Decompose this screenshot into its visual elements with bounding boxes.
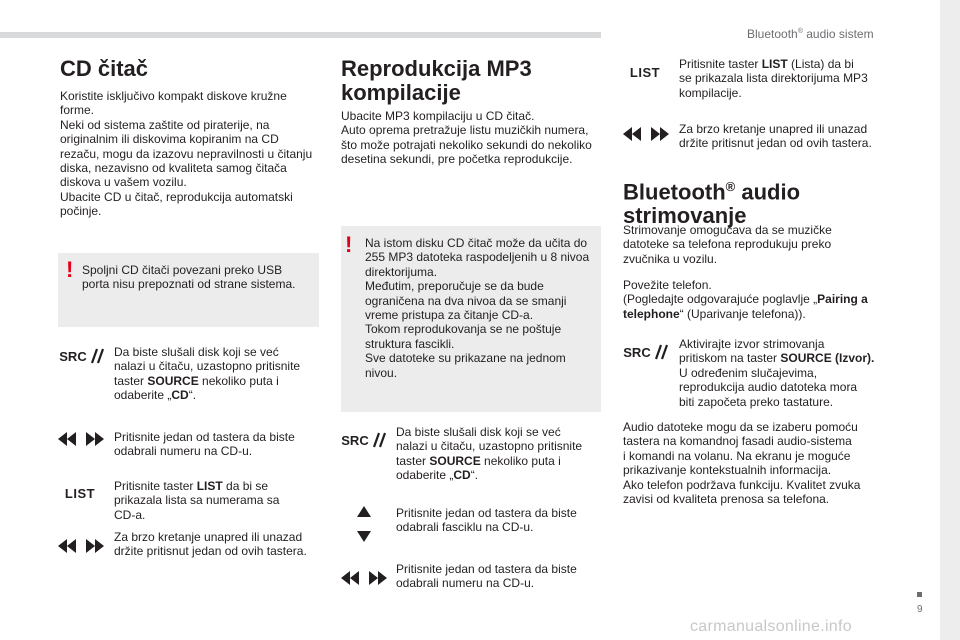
pair-phone-text: Povežite telefon. (Pogledajte odgovarajuće poglavlje „Pairing a telephone“ (Uparivanje telefona)). — [623, 278, 868, 321]
usb-warning-box — [58, 253, 319, 327]
warning-icon: ! — [345, 232, 353, 257]
page-number: 9 — [917, 604, 923, 615]
cd-intro-text: Koristite isključivo kompakt diskove kružne forme. Neki od sistema zaštite od piraterije, na originalnim ili diskovima kopiranim na CD rezaču, mogu da izazovu nepravilnosti u čitanju diska, nezavisno od kvaliteta samog čitača diskova u vašem vozilu. Ubacite CD u čitač, reprodukcija automatski počinje. — [60, 89, 313, 219]
watermark: carmanualsonline.info — [690, 618, 852, 635]
cd-list-text: Pritisnite taster LIST da bi se prikazala lista sa numerama sa CD-a. — [114, 479, 280, 522]
prev-next-icon — [58, 430, 104, 448]
mp3-list-text: Pritisnite taster LIST (Lista) da bi se prikazala lista direktorijuma MP3 kompilacije. — [679, 57, 868, 100]
mp3-track-select-text: Pritisnite jedan od tastera da biste odabrali numeru na CD-u. — [396, 562, 577, 591]
usb-warning-text: Spoljni CD čitači povezani preko USB porta nisu prepoznati od strane sistema. — [82, 263, 296, 292]
cd-fast-scan-text: Za brzo kretanje unapred ili unazad držite pritisnut jedan od ovih tastera. — [114, 530, 307, 559]
header-rule — [0, 32, 601, 38]
src-button-icon: SRC — [58, 345, 108, 367]
page-marker — [917, 592, 922, 597]
fast-forward-rewind-icon — [58, 537, 104, 555]
section-title: Bluetooth® audio sistem — [747, 27, 874, 41]
mp3-warning-box — [341, 226, 601, 412]
mp3-intro-text: Ubacite MP3 kompilaciju u CD čitač. Auto oprema pretražuje listu muzičkih numera, što može potrajati nekoliko sekundi do nekoliko desetina sekundi, pre početka reprodukcije. — [341, 109, 592, 167]
cd-reader-heading: CD čitač — [60, 56, 149, 81]
bluetooth-streaming-heading: Bluetooth® audio strimovanje — [623, 179, 801, 229]
list-button-icon: LIST — [629, 64, 661, 80]
up-down-icon — [352, 506, 376, 542]
src-slash-icon — [89, 348, 107, 364]
src-button-icon: SRC — [622, 341, 672, 363]
list-button-icon: LIST — [64, 485, 96, 501]
src-button-icon: SRC — [340, 429, 390, 451]
prev-next-icon — [341, 569, 387, 587]
cd-track-select-text: Pritisnite jedan od tastera da biste odabrali numeru na CD-u. — [114, 430, 295, 459]
warning-icon: ! — [66, 257, 74, 282]
mp3-heading: Reprodukcija MP3 kompilacije — [341, 56, 532, 105]
src-slash-icon — [371, 432, 389, 448]
cd-source-text: Da biste slušali disk koji se već nalazi u čitaču, uzastopno pritisnite taster SOURCE nekoliko puta i odaberite „CD“. — [114, 345, 301, 403]
streaming-intro-text: Strimovanje omogućava da se muzičke datoteke sa telefona reprodukuju preko zvučnika u vozilu. — [623, 223, 832, 266]
side-strip — [940, 0, 960, 640]
mp3-source-text: Da biste slušali disk koji se već nalazi u čitaču, uzastopno pritisnite taster SOURCE nekoliko puta i odaberite „CD“. — [396, 425, 583, 483]
src-slash-icon — [653, 344, 671, 360]
streaming-outro-text: Audio datoteke mogu da se izaberu pomoću tastera na komandnoj fasadi audio-sistema i komandi na volanu. Na ekranu je moguće prikazivanje kontekstualnih informacija. Ako telefon podržava funkciju. Kvalitet zvuka zavisi od kvaliteta prenosa sa telefona. — [623, 420, 861, 507]
streaming-source-text: Aktivirajte izvor strimovanja pritiskom na taster SOURCE (Izvor). U određenim slučajevima, reprodukcija audio datoteka mora biti započeta preko tastature. — [679, 337, 875, 409]
fast-forward-rewind-icon — [623, 125, 669, 143]
mp3-fast-scan-text: Za brzo kretanje unapred ili unazad držite pritisnut jedan od ovih tastera. — [679, 122, 872, 151]
mp3-warning-text: Na istom disku CD čitač može da učita do 255 MP3 datoteka raspodeljenih u 8 nivoa direktorijuma. Međutim, preporučuje se da bude ograničena na dva nivoa da se smanji vreme pristupa za čitanje CD-a. Tokom reprodukovanja se ne poštuje struktura fascikli. Sve datoteke su prikazane na jednom nivou. — [365, 236, 590, 380]
mp3-folder-select-text: Pritisnite jedan od tastera da biste odabrali fasciklu na CD-u. — [396, 506, 577, 535]
